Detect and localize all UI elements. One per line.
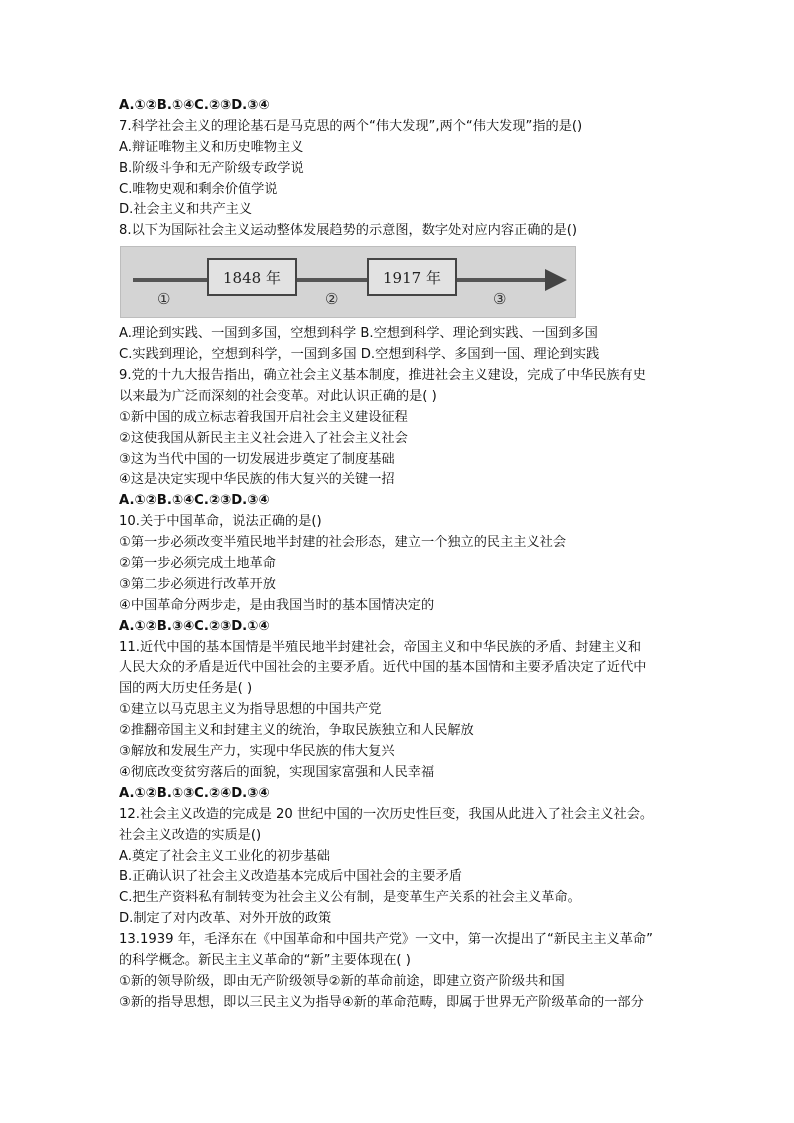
question-11-stem-cont-2: 国的两大历史任务是( )	[119, 681, 253, 697]
question-10-options: A.①②B.③④C.②③D.①④	[119, 618, 270, 634]
question-11-item-3: ③解放和发展生产力，实现中华民族的伟大复兴	[119, 744, 395, 760]
question-9-item-3: ③这为当代中国的一切发展进步奠定了制度基础	[119, 451, 395, 467]
question-7-option-a: A.辩证唯物主义和历史唯物主义	[119, 139, 304, 155]
question-13-stem-cont: 的科学概念。新民主主义革命的“新”主要体现在( )	[119, 952, 411, 968]
question-10-item-4: ④中国革命分两步走，是由我国当时的基本国情决定的	[119, 597, 435, 613]
question-12-stem: 12.社会主义改造的完成是 20 世纪中国的一次历史性巨变，我国从此进入了社会主义社会。	[119, 806, 654, 822]
question-11-item-1: ①建立以马克思主义为指导思想的中国共产党	[119, 702, 382, 718]
question-10-item-1: ①第一步必须改变半殖民地半封建的社会形态，建立一个独立的民主主义社会	[119, 535, 567, 551]
timeline-arrow-head-icon	[545, 269, 567, 291]
question-11-options: A.①②B.①③C.②④D.③④	[119, 785, 270, 801]
question-12-option-c: C.把生产资料私有制转变为社会主义公有制，是变革生产关系的社会主义革命。	[119, 890, 581, 906]
question-9-item-2: ②这使我国从新民主主义社会进入了社会主义社会	[119, 430, 408, 446]
question-8-options-ab: A.理论到实践、一国到多国，空想到科学 B.空想到科学、理论到实践、一国到多国	[119, 326, 598, 342]
question-7-option-b: B.阶级斗争和无产阶级专政学说	[119, 160, 304, 176]
question-9-options: A.①②B.①④C.②③D.③④	[119, 493, 270, 509]
marker-1: ①	[157, 290, 171, 309]
question-11-stem-cont-1: 人民大众的矛盾是近代中国社会的主要矛盾。近代中国的基本国情和主要矛盾决定了近代中	[119, 660, 647, 676]
question-9-item-4: ④这是决定实现中华民族的伟大复兴的关键一招	[119, 472, 395, 488]
year-box-1848: 1848 年	[207, 258, 297, 296]
question-7-option-c: C.唯物史观和剩余价值学说	[119, 181, 278, 197]
question-10-stem: 10.关于中国革命，说法正确的是()	[119, 514, 322, 530]
year-box-1917: 1917 年	[367, 258, 457, 296]
question-10-item-2: ②第一步必须完成土地革命	[119, 556, 276, 572]
question-13-items-12: ①新的领导阶级，即由无产阶级领导②新的革命前途，即建立资产阶级共和国	[119, 973, 565, 989]
question-12-stem-cont: 社会主义改造的实质是()	[119, 827, 262, 843]
question-12-option-d: D.制定了对内改革、对外开放的政策	[119, 911, 332, 927]
timeline-figure	[120, 246, 576, 318]
question-9-stem-cont: 以来最为广泛而深刻的社会变革。对此认识正确的是( )	[119, 388, 437, 404]
question-8-stem: 8.以下为国际社会主义运动整体发展趋势的示意图，数字处对应内容正确的是()	[119, 223, 578, 239]
question-12-option-a: A.奠定了社会主义工业化的初步基础	[119, 848, 330, 864]
question-9-item-1: ①新中国的成立标志着我国开启社会主义建设征程	[119, 409, 408, 425]
question-13-stem: 13.1939 年，毛泽东在《中国革命和中国共产党》一文中，第一次提出了“新民主主义革命”	[119, 932, 653, 948]
question-11-item-2: ②推翻帝国主义和封建主义的统治，争取民族独立和人民解放	[119, 723, 474, 739]
question-13-items-34: ③新的指导思想，即以三民主义为指导④新的革命范畴，即属于世界无产阶级革命的一部分	[119, 994, 644, 1010]
answer-options-q6: A.①②B.①④C.②③D.③④	[119, 98, 270, 113]
marker-3: ③	[493, 290, 507, 309]
timeline-arrow-line	[133, 278, 553, 282]
document-page	[119, 96, 699, 1014]
question-11-stem: 11.近代中国的基本国情是半殖民地半封建社会，帝国主义和中华民族的矛盾、封建主义和	[119, 639, 642, 655]
marker-2: ②	[325, 290, 339, 309]
question-7-option-d: D.社会主义和共产主义	[119, 202, 253, 218]
question-7-stem: 7.科学社会主义的理论基石是马克思的两个“伟大发现”,两个“伟大发现”指的是()	[119, 118, 583, 134]
question-9-stem: 9.党的十九大报告指出，确立社会主义基本制度，推进社会主义建设，完成了中华民族有史	[119, 368, 646, 384]
question-8-options-cd: C.实践到理论，空想到科学，一国到多国 D.空想到科学、多国到一国、理论到实践	[119, 347, 600, 363]
question-10-item-3: ③第二步必须进行改革开放	[119, 576, 276, 592]
question-11-item-4: ④彻底改变贫穷落后的面貌，实现国家富强和人民幸福	[119, 764, 435, 780]
question-12-option-b: B.正确认识了社会主义改造基本完成后中国社会的主要矛盾	[119, 869, 462, 885]
